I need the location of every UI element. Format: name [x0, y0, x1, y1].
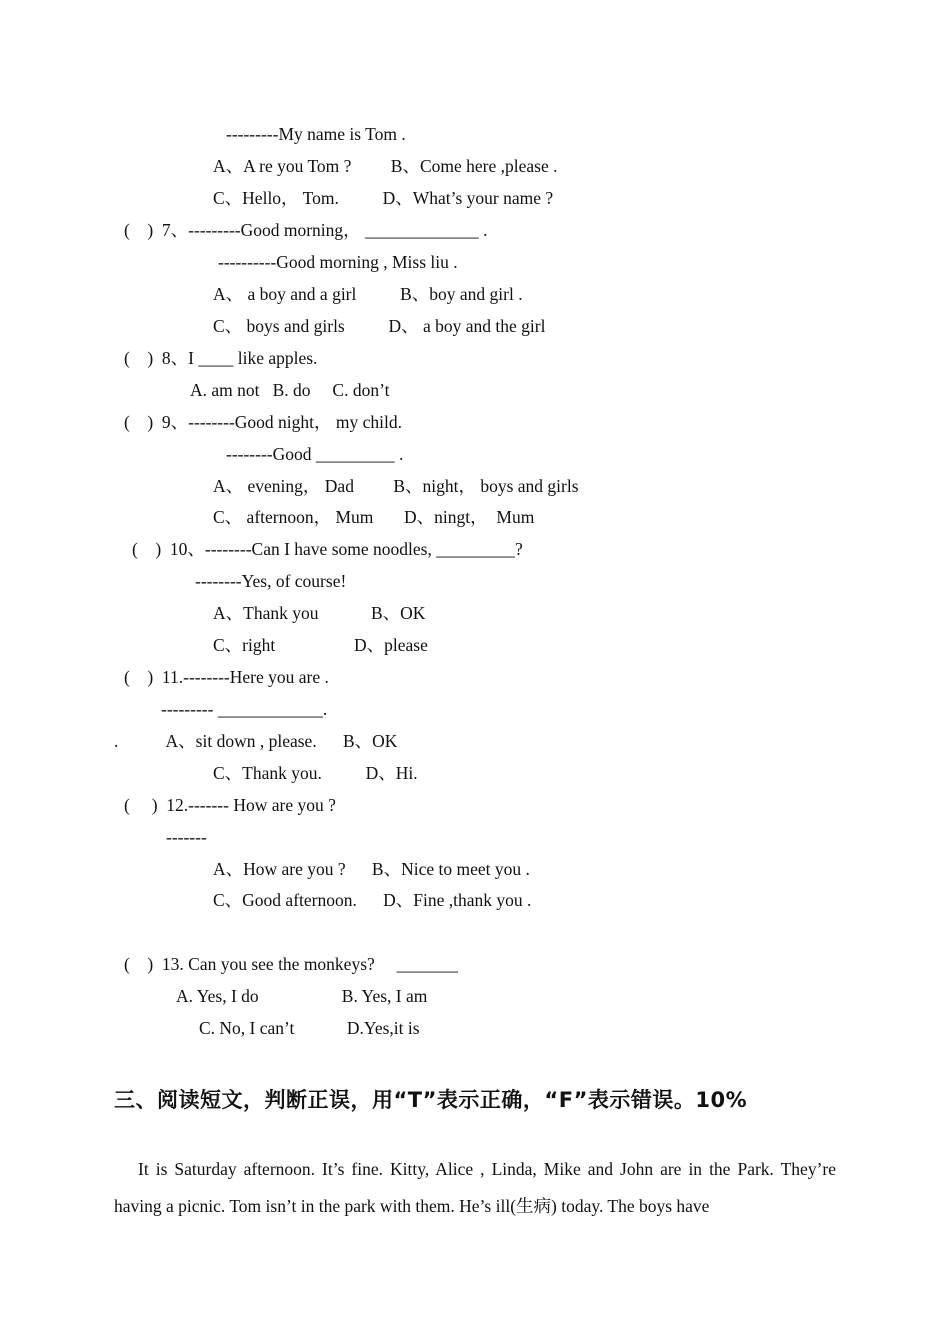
question-11-answer-line: --------- ____________. [161, 699, 328, 719]
question-9-options-cd: C、 afternoon， Mum D、ningt， Mum [213, 507, 535, 527]
question-12-stem: ( ) 12.------- How are you ? [124, 795, 336, 815]
question-12-answer-line: ------- [166, 827, 207, 847]
question-10-answer-line: --------Yes, of course! [195, 571, 347, 591]
question-10-options-ab: A、Thank you B、OK [213, 603, 426, 623]
question-6-answer-line: ---------My name is Tom . [226, 124, 406, 144]
question-10-stem: ( ) 10、--------Can I have some noodles, _________? [132, 539, 523, 559]
question-12-options-ab: A、How are you ? B、Nice to meet you . [213, 859, 530, 879]
question-6-options-ab: A、A re you Tom ? B、Come here ,please . [213, 156, 558, 176]
question-13-options-cd: C. No, I can’t D.Yes,it is [199, 1018, 420, 1038]
question-7-answer-line: ----------Good morning , Miss liu . [218, 252, 458, 272]
section-3-heading: 三、阅读短文，判断正误，用“T”表示正确，“F”表示错误。10% [114, 1088, 748, 1112]
question-8-stem: ( ) 8、I ____ like apples. [124, 348, 318, 368]
question-7-stem: ( ) 7、---------Good morning， _____________ . [124, 220, 488, 240]
question-10-options-cd: C、right D、please [213, 635, 428, 655]
question-9-stem: ( ) 9、--------Good night， my child. [124, 412, 402, 432]
question-9-answer-line: --------Good _________ . [226, 444, 404, 464]
question-7-options-ab: A、 a boy and a girl B、boy and girl . [213, 284, 523, 304]
reading-passage: It is Saturday afternoon. It’s fine. Kitty, Alice , Linda, Mike and John are in the Park. They’re having a picnic. Tom isn’t in the park with them. He’s ill(生病) today. The boys have [114, 1159, 836, 1216]
question-11-options-cd: C、Thank you. D、Hi. [213, 763, 418, 783]
question-13-options-ab: A. Yes, I do B. Yes, I am [176, 986, 428, 1006]
question-11-stem: ( ) 11.--------Here you are . [124, 667, 329, 687]
question-8-options: A. am not B. do C. don’t [190, 380, 390, 400]
question-7-options-cd: C、 boys and girls D、 a boy and the girl [213, 316, 546, 336]
question-9-options-ab: A、 evening， Dad B、night， boys and girls [213, 476, 579, 496]
question-12-options-cd: C、Good afternoon. D、Fine ,thank you . [213, 890, 532, 910]
question-6-options-cd: C、Hello， Tom. D、What’s your name ? [213, 188, 554, 208]
question-11-options-ab: . A、sit down , please. B、OK [114, 731, 398, 751]
question-13-stem: ( ) 13. Can you see the monkeys? _______ [124, 954, 458, 974]
